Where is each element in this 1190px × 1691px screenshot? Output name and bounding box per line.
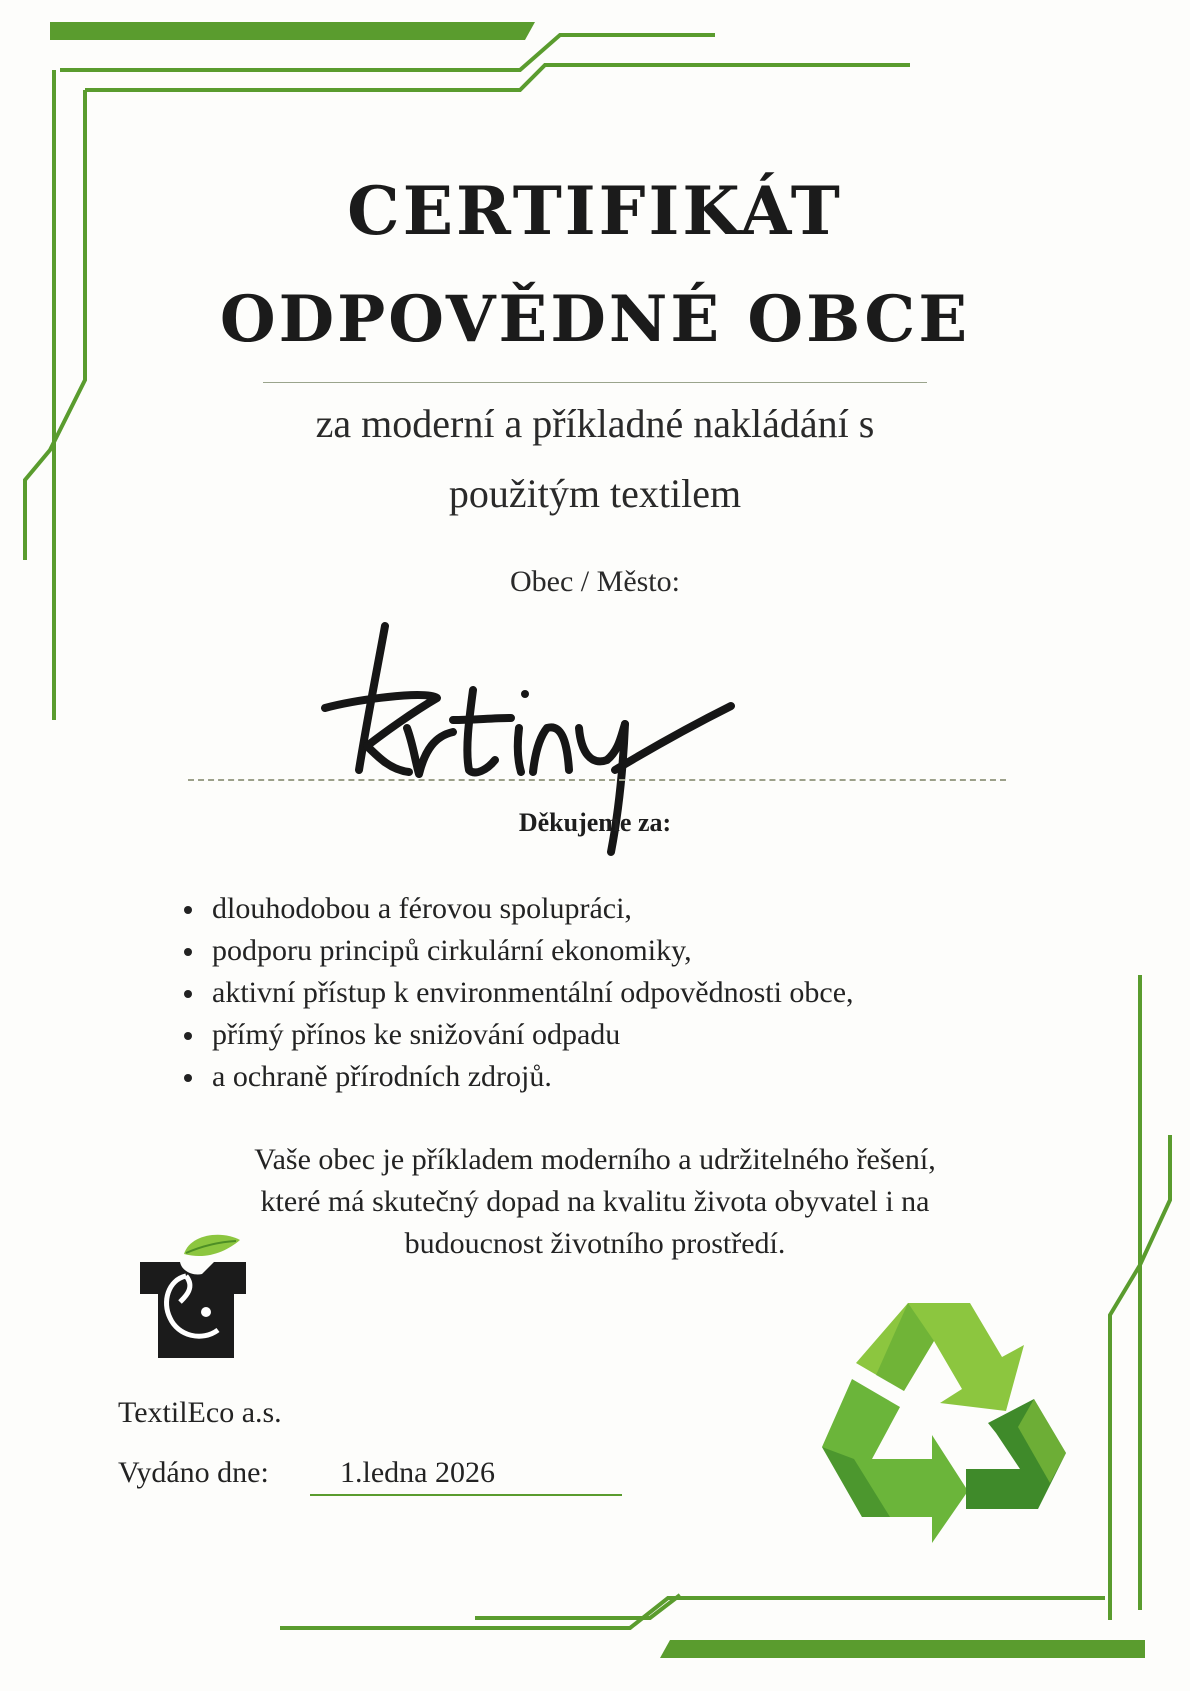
list-item: dlouhodobou a férovou spolupráci,: [180, 888, 854, 930]
thanks-heading: Děkujeme za:: [518, 808, 672, 837]
subtitle-line1: za moderní a příkladné nakládání s: [315, 401, 875, 446]
list-item: podporu principů cirkulární ekonomiky,: [180, 930, 854, 972]
city-label: Obec / Město:: [510, 565, 680, 598]
reasons-list: [180, 888, 854, 1098]
closing-line3: budoucnost životního prostředí.: [404, 1227, 786, 1260]
closing-line1: Vaše obec je příkladem moderního a udržitelného řešení,: [254, 1143, 936, 1176]
issued-date-line: [310, 1494, 622, 1496]
subtitle-line2: použitým textilem: [448, 471, 742, 516]
company-name: TextilEco a.s.: [118, 1396, 282, 1429]
list-item: a ochraně přírodních zdrojů.: [180, 1056, 854, 1098]
closing-line2: které má skutečný dopad na kvalitu života obyvatel i na: [260, 1185, 930, 1218]
textileco-logo-icon: [140, 1232, 260, 1362]
certificate-title-line1: CERTIFIKÁT: [347, 172, 843, 250]
recycle-icon: [812, 1303, 1066, 1543]
list-item: přímý přínos ke snižování odpadu: [180, 1014, 854, 1056]
list-item: aktivní přístup k environmentální odpovědnosti obce,: [180, 972, 854, 1014]
signature-line: [188, 779, 1006, 781]
issued-label: Vydáno dne:: [118, 1456, 269, 1489]
certificate-title-line2: ODPOVĚDNÉ OBCE: [219, 282, 971, 357]
issued-date: 1.ledna 2026: [340, 1456, 495, 1489]
title-divider: [263, 382, 927, 383]
